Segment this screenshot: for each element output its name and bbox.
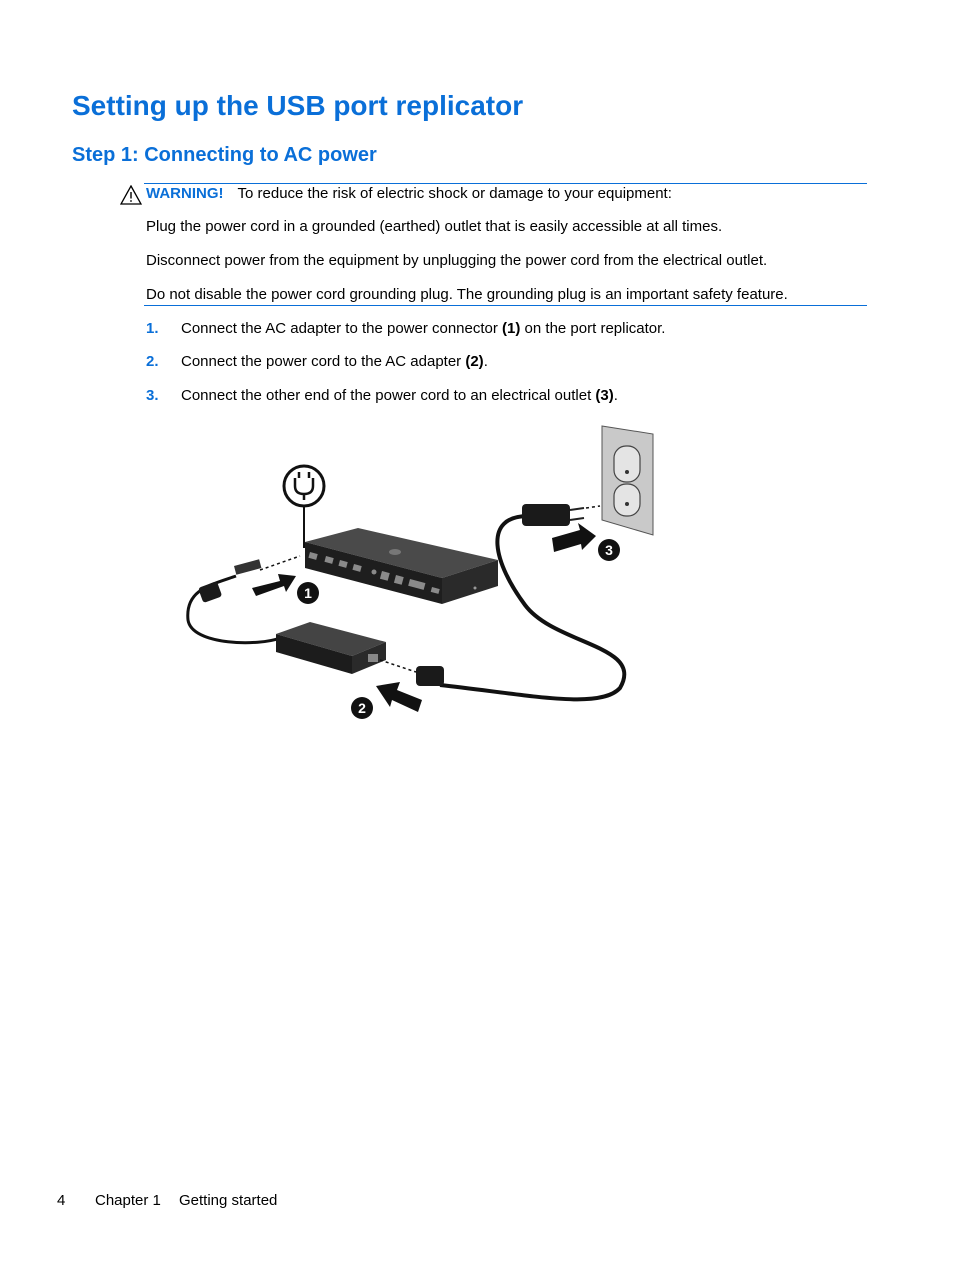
step-text: Connect the other end of the power cord to an electrical outlet (3). xyxy=(181,387,618,404)
page-title: Setting up the USB port replicator xyxy=(72,90,524,121)
wall-plug xyxy=(522,504,600,526)
port-replicator-body xyxy=(305,528,498,604)
callout-3: 3 xyxy=(605,542,613,558)
warning-item: Plug the power cord in a grounded (earthed) outlet that is easily accessible at all times. xyxy=(146,218,723,235)
warning-label: WARNING! xyxy=(146,185,224,202)
step-text: Connect the power cord to the AC adapter (2). xyxy=(181,353,488,370)
warning-top-rule xyxy=(144,183,867,184)
section-title: Step 1: Connecting to AC power xyxy=(72,144,377,166)
port-replicator-illustration xyxy=(180,420,660,720)
warning-item: Do not disable the power cord grounding plug. The grounding plug is an important safety feature. xyxy=(146,286,788,303)
ac-adapter xyxy=(276,622,386,674)
callout-2: 2 xyxy=(358,700,366,716)
footer-chapter: Chapter 1 xyxy=(95,1192,161,1209)
step-number: 1. xyxy=(146,320,159,337)
warning-triangle-icon xyxy=(120,185,142,205)
warning-bottom-rule xyxy=(144,305,867,306)
step-number: 2. xyxy=(146,353,159,370)
footer-chapter-title: Getting started xyxy=(179,1192,278,1209)
warning-item: Disconnect power from the equipment by unplugging the power cord from the electrical outlet. xyxy=(146,252,768,269)
step-text: Connect the AC adapter to the power connector (1) on the port replicator. xyxy=(181,320,666,337)
power-plug-symbol xyxy=(284,466,324,548)
warning-header xyxy=(146,185,672,202)
page-number: 4 xyxy=(57,1192,66,1209)
warning-intro: To reduce the risk of electric shock or damage to your equipment: xyxy=(237,185,672,202)
step-number: 3. xyxy=(146,387,159,404)
wall-outlet xyxy=(602,426,653,535)
callout-1: 1 xyxy=(304,585,312,601)
